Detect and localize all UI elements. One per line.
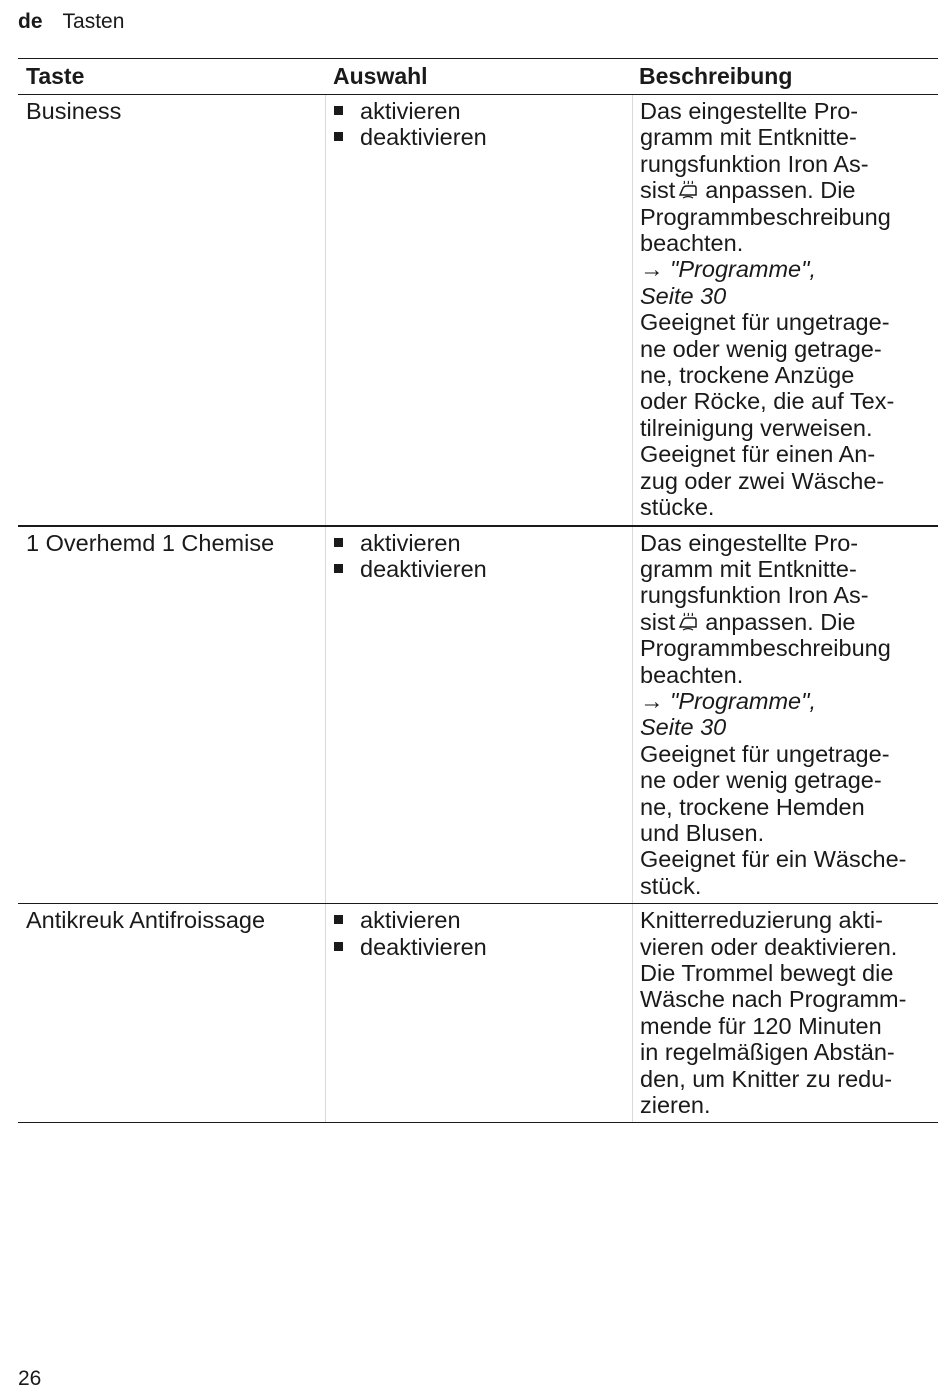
table-row (18, 527, 938, 905)
option-item: deaktivieren (334, 934, 632, 960)
option-item: aktivieren (334, 530, 632, 556)
column-header-taste: Taste (26, 63, 85, 89)
page-number: 26 (18, 1367, 42, 1390)
option-item: deaktivieren (334, 124, 632, 150)
option-list (325, 904, 632, 1122)
table-header-row (18, 59, 938, 95)
page-reference[interactable]: → "Programme", (640, 687, 816, 714)
table-row (18, 904, 938, 1123)
square-bullet-icon (334, 915, 343, 924)
button-name: 1 Overhemd 1 Chemise (26, 529, 275, 556)
description: Das eingestellte Pro- gramm mit Entknitte- rungsfunktion Iron As- sist anpassen. Die Programmbeschreibung beachten. → "Programme", Seite 30 Geeignet für ungetrage- ne oder wenig getrage- ne, trockene Anzüge oder Röcke, die auf Tex- tilreinigung verweisen. Geeignet für einen An- zug oder zwei Wäsche- stücke. (632, 95, 938, 525)
button-name: Antikreuk Antifroissage (26, 907, 266, 934)
option-list (325, 95, 632, 525)
option-list (325, 527, 632, 904)
page-reference-page[interactable]: Seite 30 (640, 282, 727, 309)
square-bullet-icon (334, 942, 343, 951)
description: Das eingestellte Pro- gramm mit Entknitte- rungsfunktion Iron As- sist anpassen. Die Programmbeschreibung beachten. → "Programme", Seite 30 Geeignet für ungetrage- ne oder wenig getrage- ne, trockene Hemden und Blusen. Geeignet für ein Wäsche- stück. (632, 527, 938, 904)
option-item: aktivieren (334, 907, 632, 933)
option-item: aktivieren (334, 98, 632, 124)
option-item: deaktivieren (334, 556, 632, 582)
iron-assist-icon (677, 612, 699, 632)
column-header-auswahl: Auswahl (333, 63, 428, 89)
square-bullet-icon (334, 564, 343, 573)
column-header-beschreibung: Beschreibung (639, 63, 793, 89)
section-title: Tasten (62, 10, 125, 33)
buttons-table (18, 58, 938, 1123)
description: Knitterreduzierung akti- vieren oder deaktivieren. Die Trommel bewegt die Wäsche nach Programm- mende für 120 Minuten in regelmäßigen Abstän- den, um Knitter zu redu- zieren. (632, 904, 938, 1122)
table-row (18, 95, 938, 527)
iron-assist-icon (677, 180, 699, 200)
button-name: Business (26, 98, 122, 124)
page-reference[interactable]: → "Programme", (640, 256, 816, 283)
square-bullet-icon (334, 132, 343, 141)
page-reference-page[interactable]: Seite 30 (640, 714, 727, 741)
square-bullet-icon (334, 538, 343, 547)
square-bullet-icon (334, 106, 343, 115)
page-header (18, 8, 124, 36)
language-code: de (18, 10, 43, 33)
